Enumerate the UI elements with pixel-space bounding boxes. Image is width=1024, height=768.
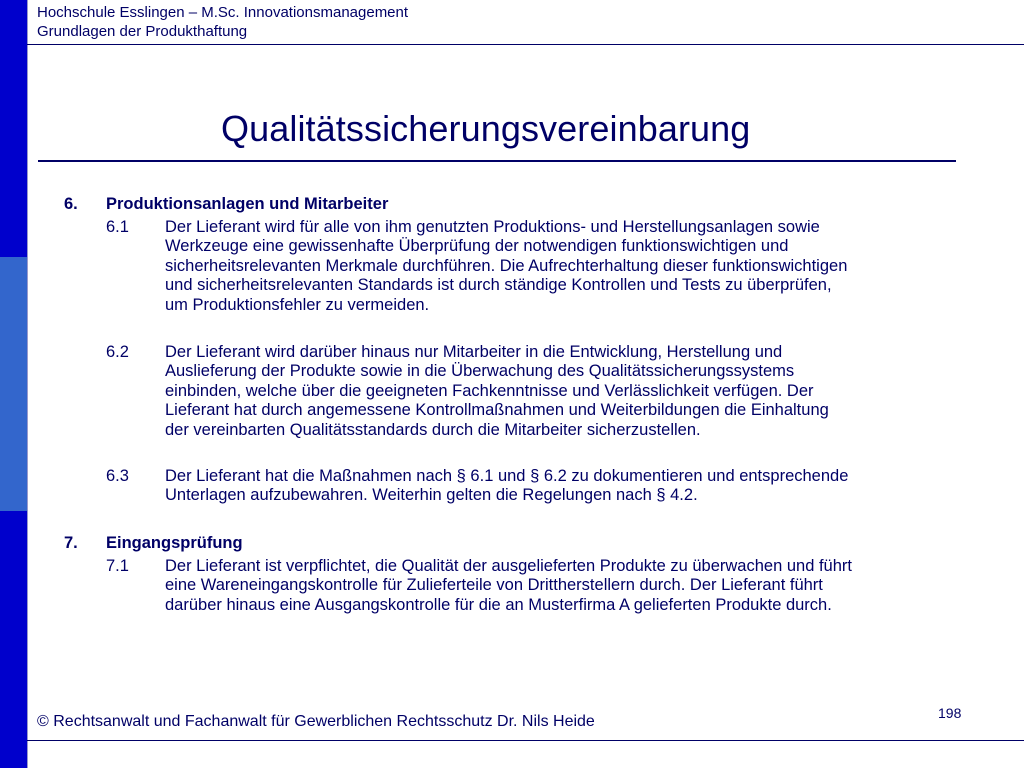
header-course: Grundlagen der Produkthaftung [37,23,248,40]
item-text: Der Lieferant wird darüber hinaus nur Mitarbeiter in die Entwicklung, Herstellung und Auslieferung der Produkte sowie in die Überwachung des Qualitätssicherungssystems einbinden, welche über die geeigneten Fachkenntnisse und Verlässlichkeit verfügen. Der Lieferant hat durch angemessene Kontrollmaßnahmen und Weiterbildungen die Einhaltung der vereinbarten Qualitätsstandards durch die Mitarbeiter sicherzustellen. [165,343,829,439]
slide-title: Qualitätssicherungsvereinbarung [221,108,751,149]
item-number: 6.2 [106,343,129,361]
section-heading: Produktionsanlagen und Mitarbeiter [106,195,389,213]
footer-divider [27,740,1024,741]
item-number: 7.1 [106,557,129,575]
item-number: 6.1 [106,218,129,236]
item-text: Der Lieferant hat die Maßnahmen nach § 6.1 und § 6.2 zu dokumentieren und entsprechende Unterlagen aufzubewahren. Weiterhin gelten die Regelungen nach § 4.2. [165,467,849,505]
section-number: 7. [64,534,78,552]
section-heading: Eingangsprüfung [106,534,243,552]
header-institution: Hochschule Esslingen – M.Sc. Innovationsmanagement [37,4,409,21]
section-number: 6. [64,195,78,213]
item-text: Der Lieferant ist verpflichtet, die Qualität der ausgelieferten Produkte zu überwachen und führt eine Wareneingangskontrolle für Zulieferteile von Drittherstellern durch. Der Lieferant führt darüber hinaus eine Ausgangskontrolle für die an Musterfirma A gelieferten Produkte durch. [165,557,852,614]
page-number: 198 [938,705,962,721]
footer-copyright: © Rechtsanwalt und Fachanwalt für Gewerblichen Rechtsschutz Dr. Nils Heide [37,713,595,730]
item-number: 6.3 [106,467,129,485]
item-text: Der Lieferant wird für alle von ihm genutzten Produktions- und Herstellungsanlagen sowie Werkzeuge eine gewissenhafte Überprüfung der notwendigen funktionswichtigen und sicherheitsrelevanten Merkmale durchführen. Die Aufrechterhaltung dieser funktionswichtigen und sicherheitsrelevanten Standards ist durch ständige Kontrollen und Tests zu überprüfen, um Produktionsfehler zu vermeiden. [165,218,848,314]
